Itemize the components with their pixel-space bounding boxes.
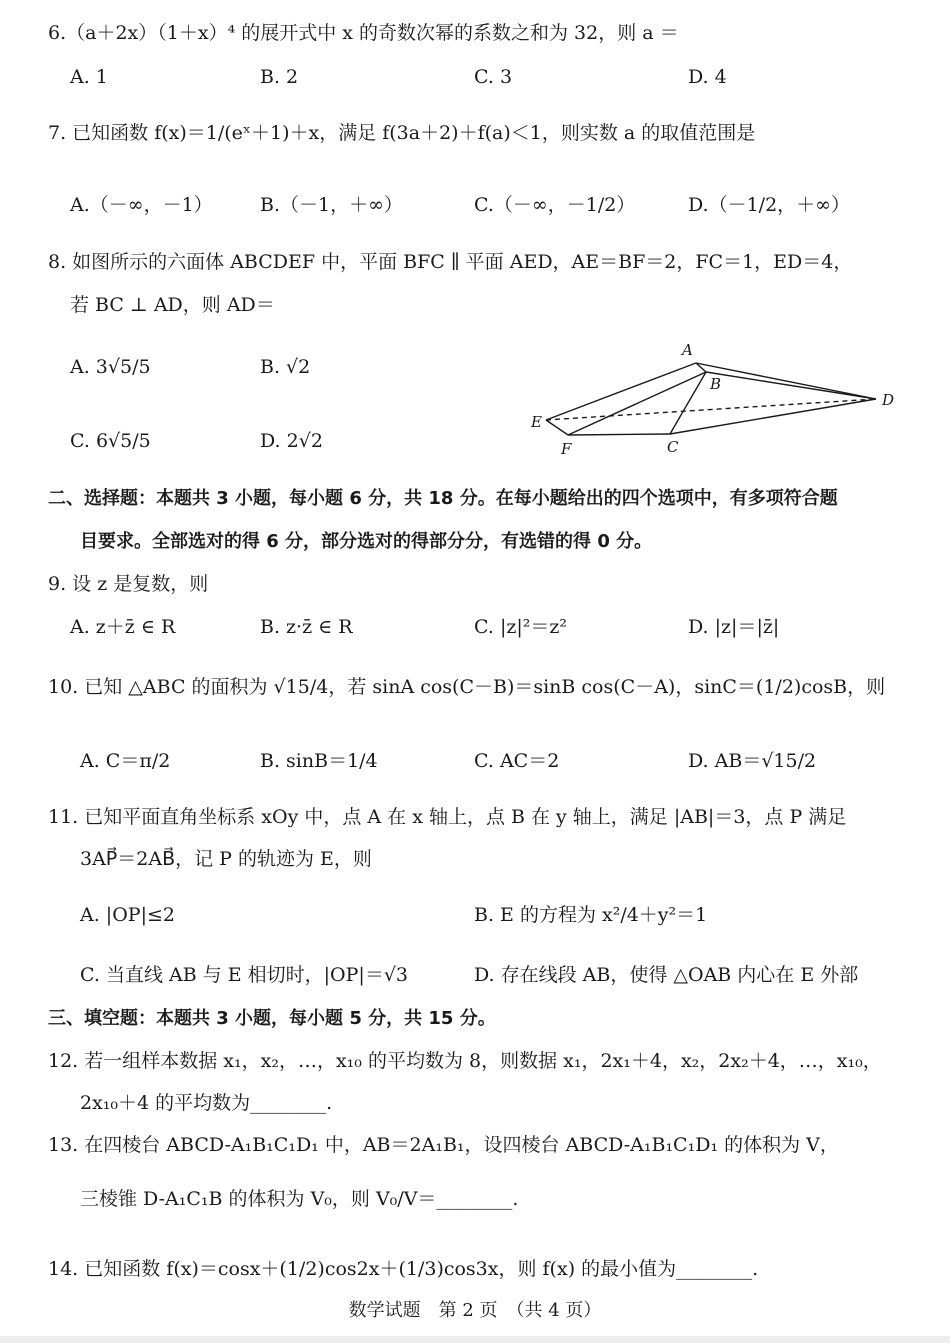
edge-ed-hidden (546, 399, 876, 420)
edge-ad (696, 363, 876, 399)
q9-stem: 9. 设 z 是复数，则 (48, 573, 209, 595)
edge-ef (546, 420, 568, 435)
q13-stem-line1: 13. 在四棱台 ABCD-A₁B₁C₁D₁ 中，AB＝2A₁B₁，设四棱台 ABCD-A₁B₁C₁D₁ 的体积为 V， (48, 1134, 839, 1156)
q9-option-a: A. z＋z̄ ∈ R (70, 616, 176, 638)
q7-option-a: A.（－∞，－1） (70, 194, 213, 216)
section-2-heading-line2: 目要求。全部选对的得 6 分，部分选对的得部分分，有选错的得 0 分。 (80, 531, 653, 552)
q7-option-b: B.（－1，＋∞） (260, 194, 403, 216)
q11-stem-line1: 11. 已知平面直角坐标系 xOy 中，点 A 在 x 轴上，点 B 在 y 轴上，满足 |AB|＝3，点 P 满足 (48, 806, 847, 828)
q9-option-c: C. |z|²＝z² (474, 616, 567, 638)
q12-stem-line1: 12. 若一组样本数据 x₁，x₂，…，x₁₀ 的平均数为 8，则数据 x₁，2x₁＋4，x₂，2x₂＋4，…，x₁₀， (48, 1050, 882, 1072)
section-2-heading: 二、选择题：本题共 3 小题，每小题 6 分，共 18 分。在每小题给出的四个选项中，有多项符合题 (48, 488, 838, 509)
q11-stem-line2: 3AP⃗＝2AB⃗，记 P 的轨迹为 E，则 (80, 848, 372, 870)
label-d: D (882, 391, 895, 409)
label-b: B (710, 375, 722, 393)
q7-option-c: C.（－∞，－1/2） (474, 194, 636, 216)
q8-option-b: B. √2 (260, 356, 311, 378)
q6-option-b: B. 2 (260, 66, 299, 88)
edge-cd (670, 399, 876, 434)
q8-stem-line1: 8. 如图所示的六面体 ABCDEF 中，平面 BFC ∥ 平面 AED，AE＝BF＝2，FC＝1，ED＝4， (48, 251, 853, 273)
label-e: E (531, 413, 542, 431)
q7-option-d: D.（－1/2，＋∞） (688, 194, 851, 216)
edge-fc (568, 434, 670, 435)
q10-option-d: D. AB＝√15/2 (688, 750, 817, 772)
label-f: F (561, 440, 572, 458)
q9-option-d: D. |z|＝|z̄| (688, 616, 780, 638)
q6-stem: 6.（a＋2x）（1＋x）⁴ 的展开式中 x 的奇数次幂的系数之和为 32，则 a ＝ (48, 22, 679, 44)
q6-option-a: A. 1 (70, 66, 108, 88)
q11-option-b: B. E 的方程为 x²/4＋y²＝1 (474, 904, 708, 926)
q10-option-a: A. C＝π/2 (80, 750, 171, 772)
q11-option-d: D. 存在线段 AB，使得 △OAB 内心在 E 外部 (474, 964, 859, 986)
q11-option-c: C. 当直线 AB 与 E 相切时，|OP|＝√3 (80, 964, 409, 986)
q13-stem-line2: 三棱锥 D-A₁C₁B 的体积为 V₀，则 V₀/V＝________. (80, 1188, 519, 1210)
bottom-divider (0, 1336, 950, 1343)
q9-option-b: B. z·z̄ ∈ R (260, 616, 353, 638)
label-c: C (667, 438, 679, 456)
q10-option-c: C. AC＝2 (474, 750, 560, 772)
label-a: A (682, 341, 693, 359)
q8-option-a: A. 3√5/5 (70, 356, 151, 378)
q14-stem: 14. 已知函数 f(x)＝cosx＋(1/2)cos2x＋(1/3)cos3x，则 f(x) 的最小值为________. (48, 1258, 759, 1280)
q6-option-d: D. 4 (688, 66, 727, 88)
section-3-heading: 三、填空题：本题共 3 小题，每小题 5 分，共 15 分。 (48, 1008, 496, 1029)
q8-stem-line2: 若 BC ⊥ AD，则 AD＝ (70, 294, 275, 316)
q8-option-d: D. 2√2 (260, 430, 323, 452)
q12-stem-line2: 2x₁₀＋4 的平均数为________. (80, 1092, 333, 1114)
q10-stem: 10. 已知 △ABC 的面积为 √15/4，若 sinA cos(C－B)＝sinB cos(C－A)，sinC＝(1/2)cosB，则 (48, 676, 886, 698)
edge-bd (706, 372, 876, 399)
hexahedron-figure (520, 338, 910, 460)
q11-option-a: A. |OP|≤2 (80, 904, 175, 926)
page-footer: 数学试题 第 2 页 （共 4 页） (348, 1300, 602, 1321)
q7-stem: 7. 已知函数 f(x)＝1/(eˣ＋1)＋x，满足 f(3a＋2)＋f(a)＜1，则实数 a 的取值范围是 (48, 122, 756, 144)
q8-option-c: C. 6√5/5 (70, 430, 151, 452)
q6-option-c: C. 3 (474, 66, 513, 88)
edge-bc (670, 372, 706, 434)
q10-option-b: B. sinB＝1/4 (260, 750, 378, 772)
